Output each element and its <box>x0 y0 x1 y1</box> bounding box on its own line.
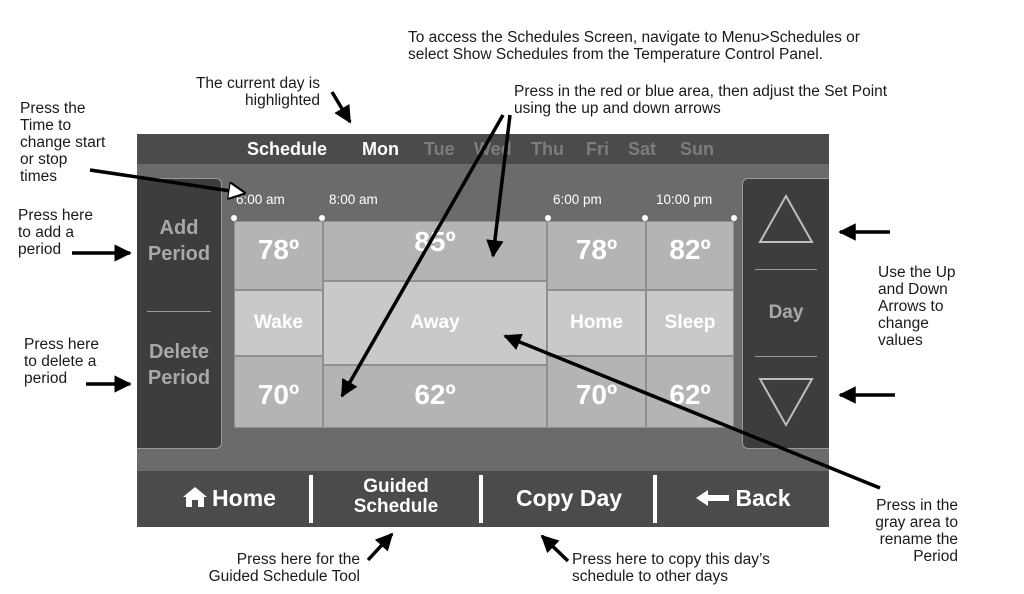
updown-line3: Arrows to <box>878 298 944 315</box>
rename-line3: rename the <box>879 531 958 548</box>
time-label-sleep[interactable]: 10:00 pm <box>656 192 713 207</box>
schedule-title: Schedule <box>247 139 328 159</box>
updown-line1: Use the Up <box>878 264 956 281</box>
add-line2: to add a <box>18 224 75 241</box>
copy-line1: Press here to copy this day’s <box>572 551 770 568</box>
arrow-time <box>90 170 244 193</box>
day-tue[interactable]: Tue <box>424 139 455 159</box>
arrow-blue <box>342 115 503 396</box>
arrow-rename <box>505 336 880 488</box>
current-day-line1: The current day is <box>195 75 320 92</box>
sleep-heat-setpoint: 82º <box>669 234 711 265</box>
wake-cool-setpoint: 70º <box>257 379 300 410</box>
away-heat-setpoint: 85º <box>414 226 456 257</box>
add-line1: Press here <box>18 207 93 224</box>
delete-period-line2: Period <box>147 367 211 389</box>
day-mon[interactable]: Mon <box>362 139 399 159</box>
day-fri[interactable]: Fri <box>586 139 610 159</box>
time-label-away[interactable]: 8:00 am <box>329 192 378 207</box>
time-label-wake[interactable]: 6:00 am <box>236 192 285 207</box>
time-line5: times <box>20 168 58 185</box>
updown-line5: values <box>878 332 923 349</box>
arrow-guided <box>368 534 392 560</box>
time-label-home[interactable]: 6:00 pm <box>553 192 602 207</box>
guided-line1: Guided <box>363 476 429 497</box>
press-area-line2: using the up and down arrows <box>514 100 721 117</box>
top-note-line1: To access the Schedules Screen, navigate to Menu>Schedules or <box>408 29 860 46</box>
press-area-line1: Press in the red or blue area, then adjust the Set Point <box>514 83 888 100</box>
home-period-name: Home <box>570 312 623 333</box>
guided-line2: Schedule <box>353 496 439 517</box>
sleep-cool-setpoint: 62º <box>669 379 711 410</box>
rename-line4: Period <box>913 548 958 565</box>
day-thu[interactable]: Thu <box>531 139 564 159</box>
home-cool-setpoint: 70º <box>575 379 618 410</box>
home-heat-setpoint: 78º <box>575 234 618 265</box>
delete-period-line1: Delete <box>148 341 210 363</box>
wake-heat-setpoint: 78º <box>257 234 300 265</box>
arrow-red <box>493 115 510 256</box>
delete-line3: period <box>24 370 68 387</box>
arrow-current-day <box>332 92 350 122</box>
sleep-period-name: Sleep <box>664 312 716 333</box>
copy-line2: schedule to other days <box>572 568 728 585</box>
guided-line2: Guided Schedule Tool <box>208 568 360 585</box>
updown-line4: change <box>878 315 929 332</box>
time-line4: or stop <box>20 151 68 168</box>
time-line3: change start <box>20 134 106 151</box>
back-label: Back <box>735 485 791 511</box>
add-period-line1: Add <box>159 217 199 239</box>
delete-line2: to delete a <box>24 353 97 370</box>
updown-line2: and Down <box>878 281 948 298</box>
day-label[interactable]: Day <box>768 302 804 323</box>
rename-line2: gray area to <box>875 514 958 531</box>
add-period-line2: Period <box>147 243 211 265</box>
day-sun[interactable]: Sun <box>680 139 714 159</box>
time-line1: Press the <box>20 100 86 117</box>
delete-line1: Press here <box>24 336 99 353</box>
copy-day-button[interactable]: Copy Day <box>515 485 623 511</box>
current-day-line2: highlighted <box>245 92 320 109</box>
home-label: Home <box>212 485 276 511</box>
arrow-copy <box>542 536 568 561</box>
day-sat[interactable]: Sat <box>628 139 657 159</box>
top-note-line2: select Show Schedules from the Temperature Control Panel. <box>408 46 823 63</box>
day-wed[interactable]: Wed <box>474 139 512 159</box>
wake-period-name: Wake <box>254 312 303 333</box>
away-period-name: Away <box>410 312 460 333</box>
away-cool-setpoint: 62º <box>414 379 456 410</box>
rename-line1: Press in the <box>876 497 958 514</box>
time-line2: Time to <box>20 117 72 134</box>
guided-line1: Press here for the <box>236 551 360 568</box>
add-line3: period <box>18 241 62 258</box>
